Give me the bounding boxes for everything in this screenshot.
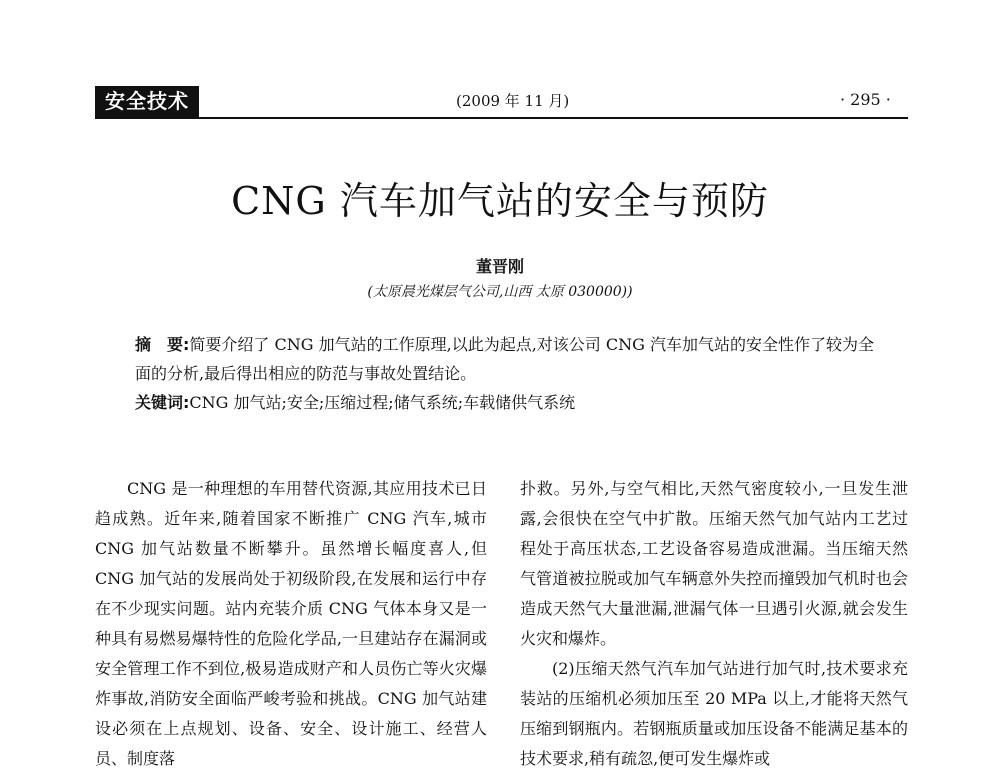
affiliation: (太原晨光煤层气公司,山西 太原 030000)): [367, 284, 633, 300]
abstract-label: 摘 要:: [135, 335, 190, 354]
body-paragraph: (2)压缩天然气汽车加气站进行加气时,技术要求充装站的压缩机必须加压至 20 MPa 以上,才能将天然气压缩到钢瓶内。若钢瓶质量或加压设备不能满足基本的技术要求,稍有疏忽,便可发生爆炸或: [520, 659, 908, 768]
page-number: · 295 ·: [840, 90, 891, 109]
abstract-text: 简要介绍了 CNG 加气站的工作原理,以此为起点,对该公司 CNG 汽车加气站的安全性作了较为全面的分析,最后得出相应的防范与事故处置结论。: [135, 335, 874, 383]
author: 董晋刚: [475, 257, 524, 276]
body-paragraph: 扑救。另外,与空气相比,天然气密度较小,一旦发生泄露,会很快在空气中扩散。压缩天然气加气站内工艺过程处于高压状态,工艺设备容易造成泄漏。当压缩天然气管道被拉脱或加气车辆意外失控而撞毁加气机时也会造成天然气大量泄漏,泄漏气体一旦遇引火源,就会发生火灾和爆炸。: [520, 479, 908, 648]
issue-date: (2009 年 11 月): [456, 92, 570, 110]
body-paragraph: CNG 是一种理想的车用替代资源,其应用技术已日趋成熟。近年来,随着国家不断推广 CNG 汽车,城市 CNG 加气站数量不断攀升。虽然增长幅度喜人,但 CNG 加气站的发展尚处于初级阶段,在发展和运行中存在不少现实问题。站内充装介质 CNG 气体本身又是一种具有易燃易爆特性的危险化学品,一旦建站存在漏洞或安全管理工作不到位,极易造成财产和人员伤亡等火灾爆炸事故,消防安全面临严峻考验和挑战。CNG 加气站建设必须在上点规划、设备、安全、设计施工、经营人员、制度落: [95, 479, 487, 768]
abstract: [135, 330, 875, 388]
body-column-right: [520, 474, 908, 774]
keywords-label: 关键词:: [135, 393, 190, 412]
article-title: CNG 汽车加气站的安全与预防: [231, 179, 769, 223]
header-rule: [95, 117, 908, 119]
keywords: [135, 388, 875, 417]
keywords-text: CNG 加气站;安全;压缩过程;储气系统;车载储供气系统: [189, 393, 576, 412]
section-tag: 安全技术: [95, 86, 199, 117]
body-column-left: [95, 474, 487, 774]
